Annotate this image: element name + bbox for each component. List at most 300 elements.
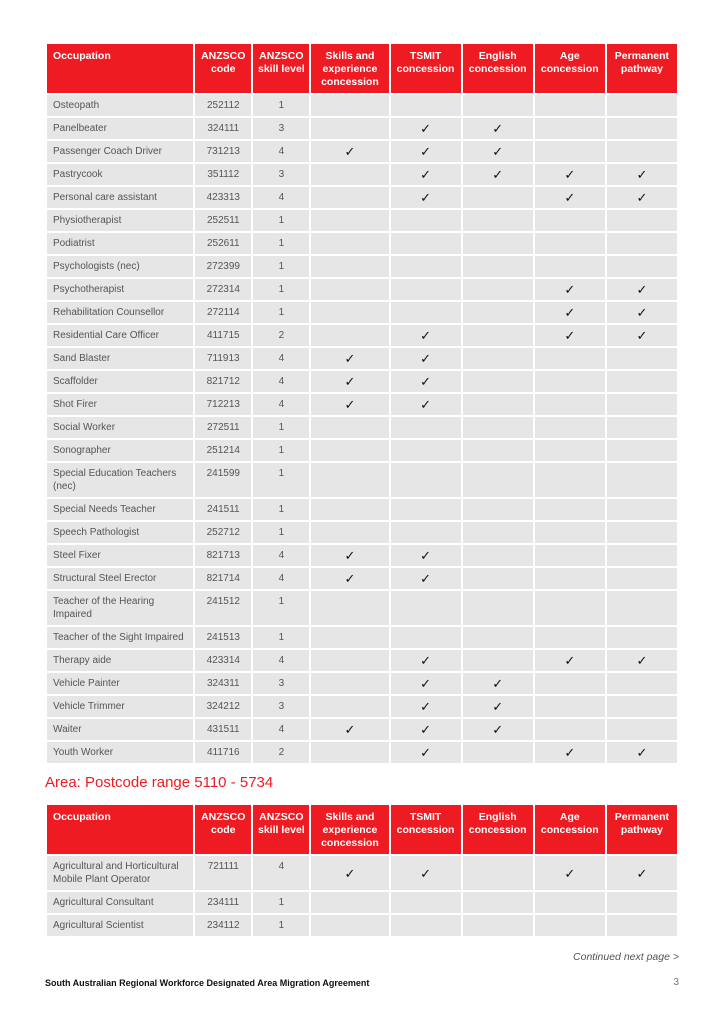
age-concession-cell bbox=[535, 545, 605, 566]
tsmit-concession-cell bbox=[391, 591, 461, 625]
english-concession-cell bbox=[463, 394, 533, 415]
checkmark-icon: ✓ bbox=[564, 167, 576, 182]
skill-level-cell: 1 bbox=[253, 233, 309, 254]
age-concession-cell bbox=[535, 463, 605, 497]
occupation-cell: Vehicle Trimmer bbox=[47, 696, 193, 717]
skill-level-cell: 2 bbox=[253, 325, 309, 346]
skill-level-cell: 1 bbox=[253, 417, 309, 438]
skill-level-cell: 1 bbox=[253, 256, 309, 277]
age-concession-cell bbox=[535, 325, 605, 346]
tsmit-concession-cell bbox=[391, 627, 461, 648]
permanent-pathway-cell bbox=[607, 210, 677, 231]
english-concession-cell bbox=[463, 187, 533, 208]
tsmit-concession-cell bbox=[391, 856, 461, 890]
checkmark-icon: ✓ bbox=[420, 167, 432, 182]
english-concession-cell bbox=[463, 325, 533, 346]
permanent-pathway-cell bbox=[607, 118, 677, 139]
table-row bbox=[47, 440, 677, 461]
checkmark-icon: ✓ bbox=[636, 167, 648, 182]
english-concession-cell bbox=[463, 279, 533, 300]
english-concession-cell bbox=[463, 417, 533, 438]
skills-concession-cell bbox=[311, 95, 388, 116]
table-row bbox=[47, 522, 677, 543]
skill-level-cell: 1 bbox=[253, 302, 309, 323]
tsmit-concession-cell bbox=[391, 256, 461, 277]
english-concession-cell bbox=[463, 742, 533, 763]
skills-concession-cell bbox=[311, 210, 388, 231]
skill-level-cell: 3 bbox=[253, 118, 309, 139]
area-title: Area: Postcode range 5110 - 5734 bbox=[45, 774, 274, 791]
occupation-cell: Sand Blaster bbox=[47, 348, 193, 369]
permanent-pathway-cell bbox=[607, 371, 677, 392]
skills-concession-cell bbox=[311, 325, 388, 346]
occupation-cell: Personal care assistant bbox=[47, 187, 193, 208]
checkmark-icon: ✓ bbox=[420, 121, 432, 136]
header-permanent-pathway: Permanent pathway bbox=[607, 44, 677, 93]
header-age-concession: Age concession bbox=[535, 44, 605, 93]
permanent-pathway-cell bbox=[607, 463, 677, 497]
tsmit-concession-cell bbox=[391, 696, 461, 717]
age-concession-cell bbox=[535, 256, 605, 277]
age-concession-cell bbox=[535, 522, 605, 543]
age-concession-cell bbox=[535, 233, 605, 254]
skill-level-cell: 1 bbox=[253, 892, 309, 913]
occupation-cell: Special Education Teachers (nec) bbox=[47, 463, 193, 497]
english-concession-cell bbox=[463, 856, 533, 890]
tsmit-concession-cell bbox=[391, 118, 461, 139]
tsmit-concession-cell bbox=[391, 673, 461, 694]
checkmark-icon: ✓ bbox=[636, 653, 648, 668]
checkmark-icon: ✓ bbox=[564, 305, 576, 320]
age-concession-cell bbox=[535, 417, 605, 438]
table-row bbox=[47, 719, 677, 740]
skills-concession-cell bbox=[311, 650, 388, 671]
table-row bbox=[47, 463, 677, 497]
checkmark-icon: ✓ bbox=[636, 745, 648, 760]
permanent-pathway-cell bbox=[607, 673, 677, 694]
skills-concession-cell bbox=[311, 256, 388, 277]
anzsco-code-cell: 821712 bbox=[195, 371, 251, 392]
english-concession-cell bbox=[463, 522, 533, 543]
checkmark-icon: ✓ bbox=[344, 351, 356, 366]
table-row bbox=[47, 325, 677, 346]
permanent-pathway-cell bbox=[607, 522, 677, 543]
occupation-cell: Waiter bbox=[47, 719, 193, 740]
permanent-pathway-cell bbox=[607, 141, 677, 162]
skill-level-cell: 4 bbox=[253, 394, 309, 415]
table-row bbox=[47, 394, 677, 415]
anzsco-code-cell: 252712 bbox=[195, 522, 251, 543]
tsmit-concession-cell bbox=[391, 650, 461, 671]
table-header-row bbox=[47, 44, 677, 93]
header-tsmit-concession: TSMIT concession bbox=[391, 805, 461, 854]
checkmark-icon: ✓ bbox=[636, 328, 648, 343]
header-anzsco-code: ANZSCO code bbox=[195, 44, 251, 93]
checkmark-icon: ✓ bbox=[420, 722, 432, 737]
english-concession-cell bbox=[463, 545, 533, 566]
anzsco-code-cell: 272511 bbox=[195, 417, 251, 438]
skills-concession-cell bbox=[311, 696, 388, 717]
checkmark-icon: ✓ bbox=[420, 676, 432, 691]
age-concession-cell bbox=[535, 279, 605, 300]
age-concession-cell bbox=[535, 348, 605, 369]
occupation-cell: Therapy aide bbox=[47, 650, 193, 671]
checkmark-icon: ✓ bbox=[420, 548, 432, 563]
anzsco-code-cell: 241511 bbox=[195, 499, 251, 520]
occupation-table-area bbox=[45, 803, 679, 938]
anzsco-code-cell: 251214 bbox=[195, 440, 251, 461]
anzsco-code-cell: 324111 bbox=[195, 118, 251, 139]
anzsco-code-cell: 252511 bbox=[195, 210, 251, 231]
checkmark-icon: ✓ bbox=[636, 282, 648, 297]
header-permanent-pathway: Permanent pathway bbox=[607, 805, 677, 854]
anzsco-code-cell: 272314 bbox=[195, 279, 251, 300]
checkmark-icon: ✓ bbox=[636, 190, 648, 205]
tsmit-concession-cell bbox=[391, 499, 461, 520]
table-row bbox=[47, 696, 677, 717]
table-row bbox=[47, 650, 677, 671]
english-concession-cell bbox=[463, 210, 533, 231]
checkmark-icon: ✓ bbox=[420, 190, 432, 205]
skill-level-cell: 1 bbox=[253, 627, 309, 648]
english-concession-cell bbox=[463, 371, 533, 392]
skills-concession-cell bbox=[311, 522, 388, 543]
permanent-pathway-cell bbox=[607, 545, 677, 566]
skills-concession-cell bbox=[311, 187, 388, 208]
anzsco-code-cell: 423313 bbox=[195, 187, 251, 208]
tsmit-concession-cell bbox=[391, 522, 461, 543]
age-concession-cell bbox=[535, 141, 605, 162]
occupation-cell: Passenger Coach Driver bbox=[47, 141, 193, 162]
table-row bbox=[47, 141, 677, 162]
table-row bbox=[47, 279, 677, 300]
skill-level-cell: 1 bbox=[253, 463, 309, 497]
anzsco-code-cell: 731213 bbox=[195, 141, 251, 162]
age-concession-cell bbox=[535, 568, 605, 589]
page-number: 3 bbox=[673, 977, 679, 988]
permanent-pathway-cell bbox=[607, 279, 677, 300]
occupation-cell: Psychotherapist bbox=[47, 279, 193, 300]
checkmark-icon: ✓ bbox=[492, 722, 504, 737]
checkmark-icon: ✓ bbox=[492, 167, 504, 182]
table-row bbox=[47, 164, 677, 185]
tsmit-concession-cell bbox=[391, 545, 461, 566]
checkmark-icon: ✓ bbox=[564, 190, 576, 205]
tsmit-concession-cell bbox=[391, 394, 461, 415]
skills-concession-cell bbox=[311, 673, 388, 694]
occupation-cell: Pastrycook bbox=[47, 164, 193, 185]
occupation-cell: Scaffolder bbox=[47, 371, 193, 392]
age-concession-cell bbox=[535, 302, 605, 323]
anzsco-code-cell: 411715 bbox=[195, 325, 251, 346]
age-concession-cell bbox=[535, 719, 605, 740]
table-body bbox=[47, 856, 677, 936]
anzsco-code-cell: 351112 bbox=[195, 164, 251, 185]
permanent-pathway-cell bbox=[607, 394, 677, 415]
occupation-cell: Osteopath bbox=[47, 95, 193, 116]
occupation-cell: Psychologists (nec) bbox=[47, 256, 193, 277]
age-concession-cell bbox=[535, 187, 605, 208]
header-tsmit-concession: TSMIT concession bbox=[391, 44, 461, 93]
skill-level-cell: 4 bbox=[253, 187, 309, 208]
skills-concession-cell bbox=[311, 417, 388, 438]
checkmark-icon: ✓ bbox=[344, 722, 356, 737]
checkmark-icon: ✓ bbox=[344, 397, 356, 412]
skills-concession-cell bbox=[311, 856, 388, 890]
skill-level-cell: 2 bbox=[253, 742, 309, 763]
header-anzsco-skill-level: ANZSCO skill level bbox=[253, 805, 309, 854]
header-english-concession: English concession bbox=[463, 805, 533, 854]
occupation-cell: Rehabilitation Counsellor bbox=[47, 302, 193, 323]
english-concession-cell bbox=[463, 591, 533, 625]
occupation-cell: Structural Steel Erector bbox=[47, 568, 193, 589]
header-skills-concession: Skills and experience concession bbox=[311, 44, 388, 93]
occupation-cell: Teacher of the Sight Impaired bbox=[47, 627, 193, 648]
permanent-pathway-cell bbox=[607, 915, 677, 936]
tsmit-concession-cell bbox=[391, 440, 461, 461]
tsmit-concession-cell bbox=[391, 302, 461, 323]
anzsco-code-cell: 272399 bbox=[195, 256, 251, 277]
anzsco-code-cell: 324311 bbox=[195, 673, 251, 694]
skills-concession-cell bbox=[311, 719, 388, 740]
age-concession-cell bbox=[535, 742, 605, 763]
table-row bbox=[47, 417, 677, 438]
skills-concession-cell bbox=[311, 627, 388, 648]
skill-level-cell: 3 bbox=[253, 696, 309, 717]
permanent-pathway-cell bbox=[607, 187, 677, 208]
checkmark-icon: ✓ bbox=[420, 653, 432, 668]
english-concession-cell bbox=[463, 568, 533, 589]
tsmit-concession-cell bbox=[391, 371, 461, 392]
english-concession-cell bbox=[463, 696, 533, 717]
english-concession-cell bbox=[463, 141, 533, 162]
header-occupation: Occupation bbox=[47, 805, 193, 854]
skill-level-cell: 4 bbox=[253, 568, 309, 589]
skills-concession-cell bbox=[311, 440, 388, 461]
skills-concession-cell bbox=[311, 371, 388, 392]
occupation-cell: Steel Fixer bbox=[47, 545, 193, 566]
header-anzsco-skill-level: ANZSCO skill level bbox=[253, 44, 309, 93]
table-row bbox=[47, 742, 677, 763]
table-row bbox=[47, 118, 677, 139]
tsmit-concession-cell bbox=[391, 719, 461, 740]
checkmark-icon: ✓ bbox=[420, 571, 432, 586]
permanent-pathway-cell bbox=[607, 892, 677, 913]
age-concession-cell bbox=[535, 915, 605, 936]
tsmit-concession-cell bbox=[391, 325, 461, 346]
occupation-cell: Teacher of the Hearing Impaired bbox=[47, 591, 193, 625]
occupation-cell: Agricultural and Horticultural Mobile Plant Operator bbox=[47, 856, 193, 890]
occupation-cell: Physiotherapist bbox=[47, 210, 193, 231]
tsmit-concession-cell bbox=[391, 279, 461, 300]
anzsco-code-cell: 252611 bbox=[195, 233, 251, 254]
age-concession-cell bbox=[535, 627, 605, 648]
english-concession-cell bbox=[463, 348, 533, 369]
checkmark-icon: ✓ bbox=[636, 865, 648, 881]
occupation-cell: Speech Pathologist bbox=[47, 522, 193, 543]
english-concession-cell bbox=[463, 164, 533, 185]
age-concession-cell bbox=[535, 856, 605, 890]
permanent-pathway-cell bbox=[607, 627, 677, 648]
skills-concession-cell bbox=[311, 591, 388, 625]
table-row bbox=[47, 210, 677, 231]
table-row bbox=[47, 545, 677, 566]
table-row bbox=[47, 233, 677, 254]
anzsco-code-cell: 721111 bbox=[195, 856, 251, 890]
anzsco-code-cell: 411716 bbox=[195, 742, 251, 763]
occupation-table bbox=[45, 42, 679, 765]
tsmit-concession-cell bbox=[391, 348, 461, 369]
skills-concession-cell bbox=[311, 348, 388, 369]
skill-level-cell: 1 bbox=[253, 279, 309, 300]
skill-level-cell: 1 bbox=[253, 210, 309, 231]
checkmark-icon: ✓ bbox=[344, 374, 356, 389]
anzsco-code-cell: 431511 bbox=[195, 719, 251, 740]
permanent-pathway-cell bbox=[607, 417, 677, 438]
occupation-cell: Agricultural Scientist bbox=[47, 915, 193, 936]
age-concession-cell bbox=[535, 892, 605, 913]
anzsco-code-cell: 241512 bbox=[195, 591, 251, 625]
tsmit-concession-cell bbox=[391, 187, 461, 208]
skills-concession-cell bbox=[311, 545, 388, 566]
anzsco-code-cell: 241513 bbox=[195, 627, 251, 648]
english-concession-cell bbox=[463, 95, 533, 116]
checkmark-icon: ✓ bbox=[492, 699, 504, 714]
english-concession-cell bbox=[463, 915, 533, 936]
tsmit-concession-cell bbox=[391, 164, 461, 185]
skill-level-cell: 4 bbox=[253, 371, 309, 392]
skills-concession-cell bbox=[311, 302, 388, 323]
skill-level-cell: 1 bbox=[253, 95, 309, 116]
table-row bbox=[47, 591, 677, 625]
table-header-row bbox=[47, 805, 677, 854]
tsmit-concession-cell bbox=[391, 233, 461, 254]
table-row bbox=[47, 568, 677, 589]
anzsco-code-cell: 241599 bbox=[195, 463, 251, 497]
skills-concession-cell bbox=[311, 892, 388, 913]
tsmit-concession-cell bbox=[391, 568, 461, 589]
permanent-pathway-cell bbox=[607, 650, 677, 671]
skill-level-cell: 3 bbox=[253, 164, 309, 185]
skill-level-cell: 4 bbox=[253, 856, 309, 890]
checkmark-icon: ✓ bbox=[420, 397, 432, 412]
skills-concession-cell bbox=[311, 233, 388, 254]
table-row bbox=[47, 95, 677, 116]
table-row bbox=[47, 302, 677, 323]
skill-level-cell: 1 bbox=[253, 499, 309, 520]
tsmit-concession-cell bbox=[391, 95, 461, 116]
table-row bbox=[47, 187, 677, 208]
table-row bbox=[47, 673, 677, 694]
age-concession-cell bbox=[535, 371, 605, 392]
checkmark-icon: ✓ bbox=[564, 865, 576, 881]
permanent-pathway-cell bbox=[607, 719, 677, 740]
age-concession-cell bbox=[535, 499, 605, 520]
skill-level-cell: 1 bbox=[253, 440, 309, 461]
checkmark-icon: ✓ bbox=[344, 144, 356, 159]
anzsco-code-cell: 234112 bbox=[195, 915, 251, 936]
age-concession-cell bbox=[535, 650, 605, 671]
permanent-pathway-cell bbox=[607, 499, 677, 520]
skills-concession-cell bbox=[311, 141, 388, 162]
skills-concession-cell bbox=[311, 742, 388, 763]
occupation-cell: Sonographer bbox=[47, 440, 193, 461]
occupation-cell: Residential Care Officer bbox=[47, 325, 193, 346]
anzsco-code-cell: 711913 bbox=[195, 348, 251, 369]
permanent-pathway-cell bbox=[607, 696, 677, 717]
skill-level-cell: 1 bbox=[253, 915, 309, 936]
english-concession-cell bbox=[463, 118, 533, 139]
checkmark-icon: ✓ bbox=[492, 144, 504, 159]
checkmark-icon: ✓ bbox=[420, 699, 432, 714]
skill-level-cell: 4 bbox=[253, 545, 309, 566]
header-occupation: Occupation bbox=[47, 44, 193, 93]
tsmit-concession-cell bbox=[391, 417, 461, 438]
tsmit-concession-cell bbox=[391, 210, 461, 231]
table-row bbox=[47, 892, 677, 913]
anzsco-code-cell: 252112 bbox=[195, 95, 251, 116]
checkmark-icon: ✓ bbox=[344, 548, 356, 563]
age-concession-cell bbox=[535, 440, 605, 461]
anzsco-code-cell: 423314 bbox=[195, 650, 251, 671]
permanent-pathway-cell bbox=[607, 440, 677, 461]
checkmark-icon: ✓ bbox=[344, 571, 356, 586]
checkmark-icon: ✓ bbox=[344, 865, 356, 881]
permanent-pathway-cell bbox=[607, 95, 677, 116]
permanent-pathway-cell bbox=[607, 591, 677, 625]
tsmit-concession-cell bbox=[391, 892, 461, 913]
skills-concession-cell bbox=[311, 915, 388, 936]
age-concession-cell bbox=[535, 696, 605, 717]
header-english-concession: English concession bbox=[463, 44, 533, 93]
permanent-pathway-cell bbox=[607, 302, 677, 323]
skill-level-cell: 4 bbox=[253, 719, 309, 740]
table-row bbox=[47, 256, 677, 277]
table-row bbox=[47, 856, 677, 890]
checkmark-icon: ✓ bbox=[420, 328, 432, 343]
occupation-cell: Vehicle Painter bbox=[47, 673, 193, 694]
skill-level-cell: 1 bbox=[253, 591, 309, 625]
tsmit-concession-cell bbox=[391, 742, 461, 763]
header-age-concession: Age concession bbox=[535, 805, 605, 854]
english-concession-cell bbox=[463, 719, 533, 740]
checkmark-icon: ✓ bbox=[420, 374, 432, 389]
permanent-pathway-cell bbox=[607, 164, 677, 185]
skills-concession-cell bbox=[311, 279, 388, 300]
tsmit-concession-cell bbox=[391, 915, 461, 936]
skills-concession-cell bbox=[311, 499, 388, 520]
permanent-pathway-cell bbox=[607, 856, 677, 890]
table-row bbox=[47, 371, 677, 392]
permanent-pathway-cell bbox=[607, 742, 677, 763]
checkmark-icon: ✓ bbox=[564, 745, 576, 760]
checkmark-icon: ✓ bbox=[636, 305, 648, 320]
checkmark-icon: ✓ bbox=[492, 121, 504, 136]
english-concession-cell bbox=[463, 256, 533, 277]
skills-concession-cell bbox=[311, 164, 388, 185]
english-concession-cell bbox=[463, 892, 533, 913]
skills-concession-cell bbox=[311, 463, 388, 497]
age-concession-cell bbox=[535, 210, 605, 231]
checkmark-icon: ✓ bbox=[420, 144, 432, 159]
english-concession-cell bbox=[463, 463, 533, 497]
skills-concession-cell bbox=[311, 118, 388, 139]
occupation-cell: Panelbeater bbox=[47, 118, 193, 139]
occupation-cell: Agricultural Consultant bbox=[47, 892, 193, 913]
english-concession-cell bbox=[463, 499, 533, 520]
table-row bbox=[47, 499, 677, 520]
table-row bbox=[47, 627, 677, 648]
